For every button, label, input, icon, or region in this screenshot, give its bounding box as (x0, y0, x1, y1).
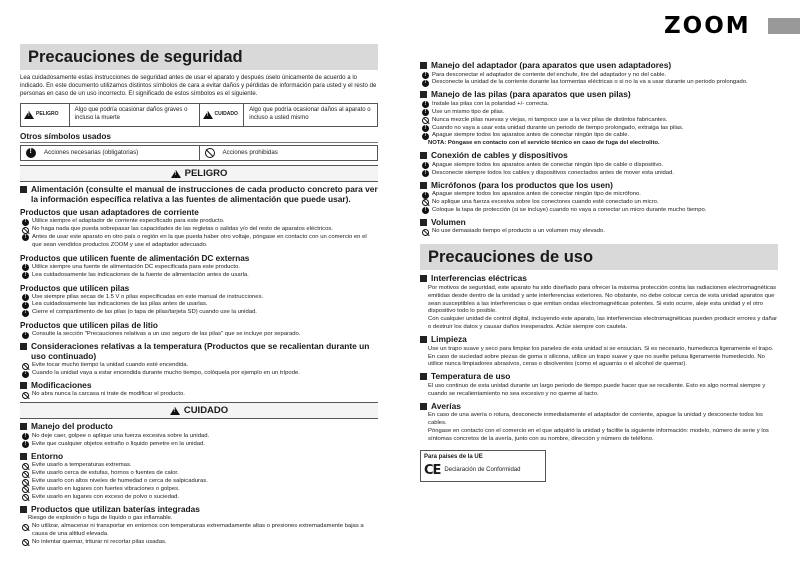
list-item-text: Evite usarlo en lugares con exceso de polvo o suciedad. (32, 493, 180, 500)
mandatory-icon (22, 264, 29, 271)
prohibited-icon (22, 227, 29, 234)
list-item-text: Apague siempre todos los aparatos antes de conectar ningún tipo de micrófono. (432, 191, 641, 198)
square-bullet-icon (420, 62, 427, 69)
temperatura-list (20, 362, 378, 378)
otros-must-label: Acciones necesarias (obligatorias) (44, 149, 139, 157)
prohibited-icon (22, 363, 29, 370)
warning-icon (24, 111, 34, 119)
volumen-heading: Volumen (420, 218, 778, 228)
mandatory-icon (422, 162, 429, 169)
baterias-heading: Productos que utilizan baterías integradas (20, 505, 378, 515)
list-item (20, 494, 378, 502)
prohibited-icon (422, 229, 429, 236)
mandatory-icon (22, 219, 29, 226)
square-bullet-icon (420, 336, 427, 343)
list-item-text: Use siempre pilas secas de 1.5 V o pilas especificadas en este manual de instrucciones. (32, 293, 264, 300)
volumen-list (420, 228, 778, 236)
mandatory-icon (22, 302, 29, 309)
list-item (20, 309, 378, 317)
list-item (20, 272, 378, 280)
list-item (20, 218, 378, 226)
list-item (20, 441, 378, 449)
warning-icon (203, 111, 213, 119)
dc-list (20, 264, 378, 280)
list-item-text: No abra nunca la carcasa ni trate de modificar el producto. (32, 391, 185, 398)
mandatory-icon (22, 332, 29, 339)
alimentacion-heading: Alimentación (consulte el manual de instrucciones de cada producto concreto para ver la información específica relativa a las fuentes de alimentación que puede usar). (20, 185, 378, 204)
otros-simbolos-title: Otros símbolos usados (20, 132, 378, 143)
square-bullet-icon (20, 382, 27, 389)
list-item (20, 523, 378, 539)
eu-declaration-text: Declaración de Conformidad (444, 467, 521, 474)
prohibited-icon (22, 494, 29, 501)
peligro-bar: ! PELIGRO (20, 165, 378, 182)
list-item-text: Desconecte siempre todos los cables y dispositivos conectados antes de mover esta unidad. (432, 169, 674, 176)
list-item (20, 486, 378, 494)
square-bullet-icon (420, 182, 427, 189)
pilas-list (20, 294, 378, 318)
square-bullet-icon (420, 373, 427, 380)
mandatory-icon (422, 125, 429, 132)
list-item (420, 228, 778, 236)
eu-box (420, 450, 546, 482)
prohibited-icon (22, 539, 29, 546)
list-item-text: Para desconectar el adaptador de corriente del enchufe, tire del adaptador y no del cable. (432, 71, 667, 78)
limpieza-text-2: En caso de suciedad sobre piezas de goma o silicona, utilice un trapo suave y que no suelte pelusa ligeramente humedecido. No utilice nunca limpiadores abrasivos, ceras o disolventes (como el aguarrás o el alcohol de quemar). (428, 353, 765, 368)
list-item (420, 132, 778, 140)
warning-icon (171, 170, 181, 178)
prohibited-icon (22, 471, 29, 478)
list-item-text: Use un mismo tipo de pilas. (432, 108, 505, 115)
temperatura-heading: Consideraciones relativas a la temperatura (Productos que se recalientan durante un uso continuado) (20, 342, 378, 361)
list-item-text: Consulte la sección "Precauciones relativas a un uso seguro de las pilas" que se incluye por separado. (32, 331, 301, 338)
list-item (420, 207, 778, 215)
square-bullet-icon (20, 506, 27, 513)
list-item (20, 362, 378, 370)
prohibited-icon (22, 479, 29, 486)
symbol-table (20, 103, 378, 127)
adaptadores-list (20, 218, 378, 250)
prohibited-icon (422, 199, 429, 206)
temperatura-uso-heading: Temperatura de uso (420, 372, 778, 382)
square-bullet-icon (420, 275, 427, 282)
list-item-text: Evite usarlo con altos niveles de humedad o cerca de salpicaduras. (32, 478, 208, 485)
list-item (420, 109, 778, 117)
mandatory-icon (22, 310, 29, 317)
pilas-heading: Productos que utilicen pilas (20, 283, 130, 293)
litio-list (20, 331, 378, 339)
mandatory-icon (422, 80, 429, 87)
list-item-text: Coloque la tapa de protección (si se incluye) cuando no vaya a conectar un micro durante mucho tiempo. (432, 206, 707, 213)
list-item-text: Nunca mezcle pilas nuevas y viejas, ni tampoco use a la vez pilas de distintos fabricantes. (432, 116, 668, 123)
prohibited-icon (22, 524, 29, 531)
cables-list (420, 162, 778, 178)
cuidado-bar: ! CUIDADO (20, 402, 378, 419)
dc-heading: Productos que utilicen fuente de alimentación DC externas (20, 253, 250, 263)
symbol-cuidado-label: CUIDADO (214, 110, 238, 117)
list-item (420, 199, 778, 207)
list-item (420, 125, 778, 133)
ce-mark-icon: CE (424, 462, 441, 478)
list-item-text: Apague siempre todos los aparatos antes de conectar ningún tipo de cable. (432, 132, 630, 139)
microfonos-list (420, 191, 778, 215)
symbol-cuidado (200, 104, 378, 126)
mandatory-icon (422, 72, 429, 79)
cables-heading: Conexión de cables y dispositivos (420, 151, 778, 161)
mandatory-icon (422, 170, 429, 177)
left-column (20, 44, 378, 547)
list-item (20, 294, 378, 302)
mandatory-icon (22, 234, 29, 241)
mandatory-icon (22, 371, 29, 378)
otros-simbolos-table (20, 145, 378, 162)
list-item-text: Apague siempre todos los aparatos antes de conectar ningún tipo de cable o dispositivo. (432, 161, 664, 168)
list-item (420, 79, 778, 87)
square-bullet-icon (420, 219, 427, 226)
list-item-text: No intentar quemar, triturar ni recortar pilas usadas. (32, 538, 167, 545)
square-bullet-icon (20, 343, 27, 350)
prohibited-icon (422, 117, 429, 124)
prohibited-icon (22, 463, 29, 470)
list-item (20, 226, 378, 234)
warning-icon (170, 407, 180, 415)
list-item (20, 234, 378, 250)
list-item-text: Instale las pilas con la polaridad +/- correcta. (432, 100, 549, 107)
list-item (20, 539, 378, 547)
section-title-uso: Precauciones de uso (420, 244, 778, 270)
manejo-pilas-list (420, 101, 778, 141)
limpieza-heading: Limpieza (420, 335, 778, 345)
mandatory-icon (22, 272, 29, 279)
manejo-heading: Manejo del producto (20, 422, 378, 432)
list-item-text: Lea cuidadosamente las indicaciones de la fuente de alimentación antes de usarla. (32, 271, 249, 278)
right-column (420, 58, 778, 482)
otros-forbid-label: Acciones prohibidas (222, 149, 278, 157)
list-item-text: Evite usarlo a temperaturas extremas. (32, 462, 132, 469)
square-bullet-icon (20, 423, 27, 430)
list-item-text: Utilice siempre una fuente de alimentación DC especificada para este producto. (32, 263, 240, 270)
square-bullet-icon (20, 186, 27, 193)
modificaciones-heading: Modificaciones (20, 381, 378, 391)
prohibited-icon (22, 392, 29, 399)
interferencias-text: Por motivos de seguridad, este aparato ha sido diseñado para ofrecer la máxima protección contra las radiaciones electromagnéticas emitidas desde dentro de la unidad y ante interferencias exteriores. No obstante, no debe colocar cerca de esta unidad aparatos que sean susceptibles a las interferencias o que emitan ondas electromagnéticas potentes. Si esto ocurre, aleje esta unidad y el otro dispositivo todo lo posible. (428, 284, 777, 315)
list-item-text: Evite tocar mucho tiempo la unidad cuando esté encendida. (32, 362, 189, 369)
list-item (420, 170, 778, 178)
limpieza-text: Use un trapo suave y seco para limpiar los paneles de esta unidad si se ensucian. Si es necesario, humedezca ligeramente el trapo. (428, 345, 774, 352)
list-item (20, 462, 378, 470)
mandatory-icon (22, 433, 29, 440)
manejo-pilas-heading: Manejo de las pilas (para aparatos que usen pilas) (420, 90, 778, 100)
symbol-peligro-label: PELIGRO (36, 110, 59, 117)
averias-text: En caso de una avería o rotura, desconecte inmediatamente el adaptador de corriente, apague la unidad y desconecte todos los cables. (428, 412, 764, 427)
prohibited-icon (22, 486, 29, 493)
list-item-text: Desconecte la unidad de la corriente durante las tormentas eléctricas o si no la va a usar durante un periodo prolongado. (432, 79, 748, 86)
symbol-cuidado-desc: Algo que podría ocasionar daños al aparato o incluso a usted mismo (249, 107, 371, 121)
interferencias-heading: Interferencias eléctricas (420, 274, 778, 284)
list-item-text: No haga nada que pueda sobrepasar las capacidades de las regletas o salidas y/o del resto de aparatos eléctricos. (32, 226, 333, 233)
adaptador-heading: Manejo del adaptador (para aparatos que usen adaptadores) (420, 61, 778, 71)
mandatory-icon (422, 109, 429, 116)
electrolito-note: NOTA: Póngase en contacto con el servicio técnico en caso de fuga del electrolito. (428, 140, 660, 147)
list-item (20, 433, 378, 441)
modificaciones-list (20, 391, 378, 399)
list-item (20, 264, 378, 272)
adaptador-list (420, 72, 778, 88)
list-item (20, 370, 378, 378)
manejo-list (20, 433, 378, 449)
mandatory-icon (22, 441, 29, 448)
mandatory-icon (422, 192, 429, 199)
list-item (420, 191, 778, 199)
mandatory-icon (22, 294, 29, 301)
adaptadores-heading: Productos que usan adaptadores de corriente (20, 208, 199, 218)
square-bullet-icon (420, 152, 427, 159)
list-item (20, 301, 378, 309)
intro-text: Lea cuidadosamente estas instrucciones de seguridad antes de usar el aparato y después úselo únicamente de acuerdo a lo indicado. En este documento utilizamos distintos símbolos de cara a evitar daños y pérdidas de información para usted y el resto de personas en caso de un uso incorrecto. El significado de estos símbolos es el siguiente. (20, 74, 377, 98)
list-item (420, 101, 778, 109)
symbol-peligro (21, 104, 200, 126)
logo-bar (768, 18, 800, 34)
mandatory-icon (422, 133, 429, 140)
temperatura-uso-text: El uso continuo de esta unidad durante un largo periodo de tiempo puede hacer que se recaliente. Esto es algo normal siempre y cuando se recalientamiento no sea excesivo y no queme al tacto. (428, 382, 766, 397)
square-bullet-icon (420, 403, 427, 410)
list-item-text: Lea cuidadosamente las indicaciones de las pilas antes de usarlas. (32, 301, 208, 308)
interferencias-text-2: Con cualquier unidad de control digital, incluyendo este aparato, las interferencias electromagnéticas pueden producir errores y dañar o destruir los datos y causar daños inesperados. Actúe siempre con cautela. (428, 316, 778, 331)
list-item-text: No utilizar, almacenar ni transportar en entornos con temperaturas extremadamente altas o presiones extremadamente bajas a causa de una altitud elevada. (32, 523, 364, 538)
mandatory-icon (26, 148, 36, 158)
entorno-heading: Entorno (20, 452, 378, 462)
list-item (20, 391, 378, 399)
zoom-logo (664, 13, 800, 39)
baterias-note: Riesgo de explosión o fuga de líquido o gas inflamable. (28, 515, 173, 522)
symbol-peligro-desc: Algo que podría ocasionar daños graves o incluso la muerte (74, 107, 188, 121)
eu-title: Para países de la UE (424, 453, 483, 460)
entorno-list (20, 462, 378, 502)
averias-text-2: Póngase en contacto con el comercio en el que adquirió la unidad y facilite la siguiente información: modelo, número de serie y los síntomas concretos de la avería, junto con su nombre, dirección y número de teléfono. (428, 427, 769, 442)
section-title-seguridad: Precauciones de seguridad (20, 44, 378, 70)
baterias-list (20, 523, 378, 547)
list-item-text: Utilice siempre el adaptador de corriente especificado para este producto. (32, 218, 225, 225)
prohibited-icon (205, 148, 215, 158)
list-item (20, 478, 378, 486)
list-item (20, 331, 378, 339)
litio-heading: Productos que utilicen pilas de litio (20, 321, 158, 331)
list-item-text: Cierre el compartimento de las pilas (o tapa de pilas/tarjeta SD) cuando use la unidad. (32, 309, 257, 316)
list-item-text: No use demasiado tiempo el producto a un volumen muy elevado. (432, 228, 605, 235)
microfonos-heading: Micrófonos (para los productos que los usen) (420, 181, 778, 191)
averias-heading: Averías (420, 402, 778, 412)
list-item-text: Evite usarlo en lugares con fuertes vibraciones o golpes. (32, 485, 180, 492)
square-bullet-icon (20, 453, 27, 460)
zoom-logo-text: ZOOM (664, 13, 751, 39)
list-item (420, 162, 778, 170)
list-item (420, 117, 778, 125)
list-item (420, 72, 778, 80)
list-item-text: Evite usarlo cerca de estufas, hornos o fuentes de calor. (32, 470, 179, 477)
mandatory-icon (422, 101, 429, 108)
mandatory-icon (422, 207, 429, 214)
list-item (20, 470, 378, 478)
square-bullet-icon (420, 91, 427, 98)
list-item-text: Cuando la unidad vaya a estar encendida durante mucho tiempo, colóquela por ejemplo en un trípode. (32, 370, 300, 377)
list-item-text: No aplique una fuerza excesiva sobre los conectores cuando esté conectado un micro. (432, 198, 659, 205)
list-item-text: Cuando no vaya a usar esta unidad durante un periodo de tiempo prolongado, extraiga las pilas. (432, 124, 684, 131)
list-item-text: Antes de usar este aparato en otro país o región en la que pueda haber otro voltaje, póngase en contacto con un comercio en el que sean vendidos productos ZOOM y use el adaptador adecuado. (32, 233, 367, 248)
list-item-text: Evite que cualquier objetos extraño o líquido penetre en la unidad. (32, 440, 205, 447)
list-item-text: No deje caer, golpee o aplique una fuerza excesiva sobre la unidad. (32, 432, 210, 439)
